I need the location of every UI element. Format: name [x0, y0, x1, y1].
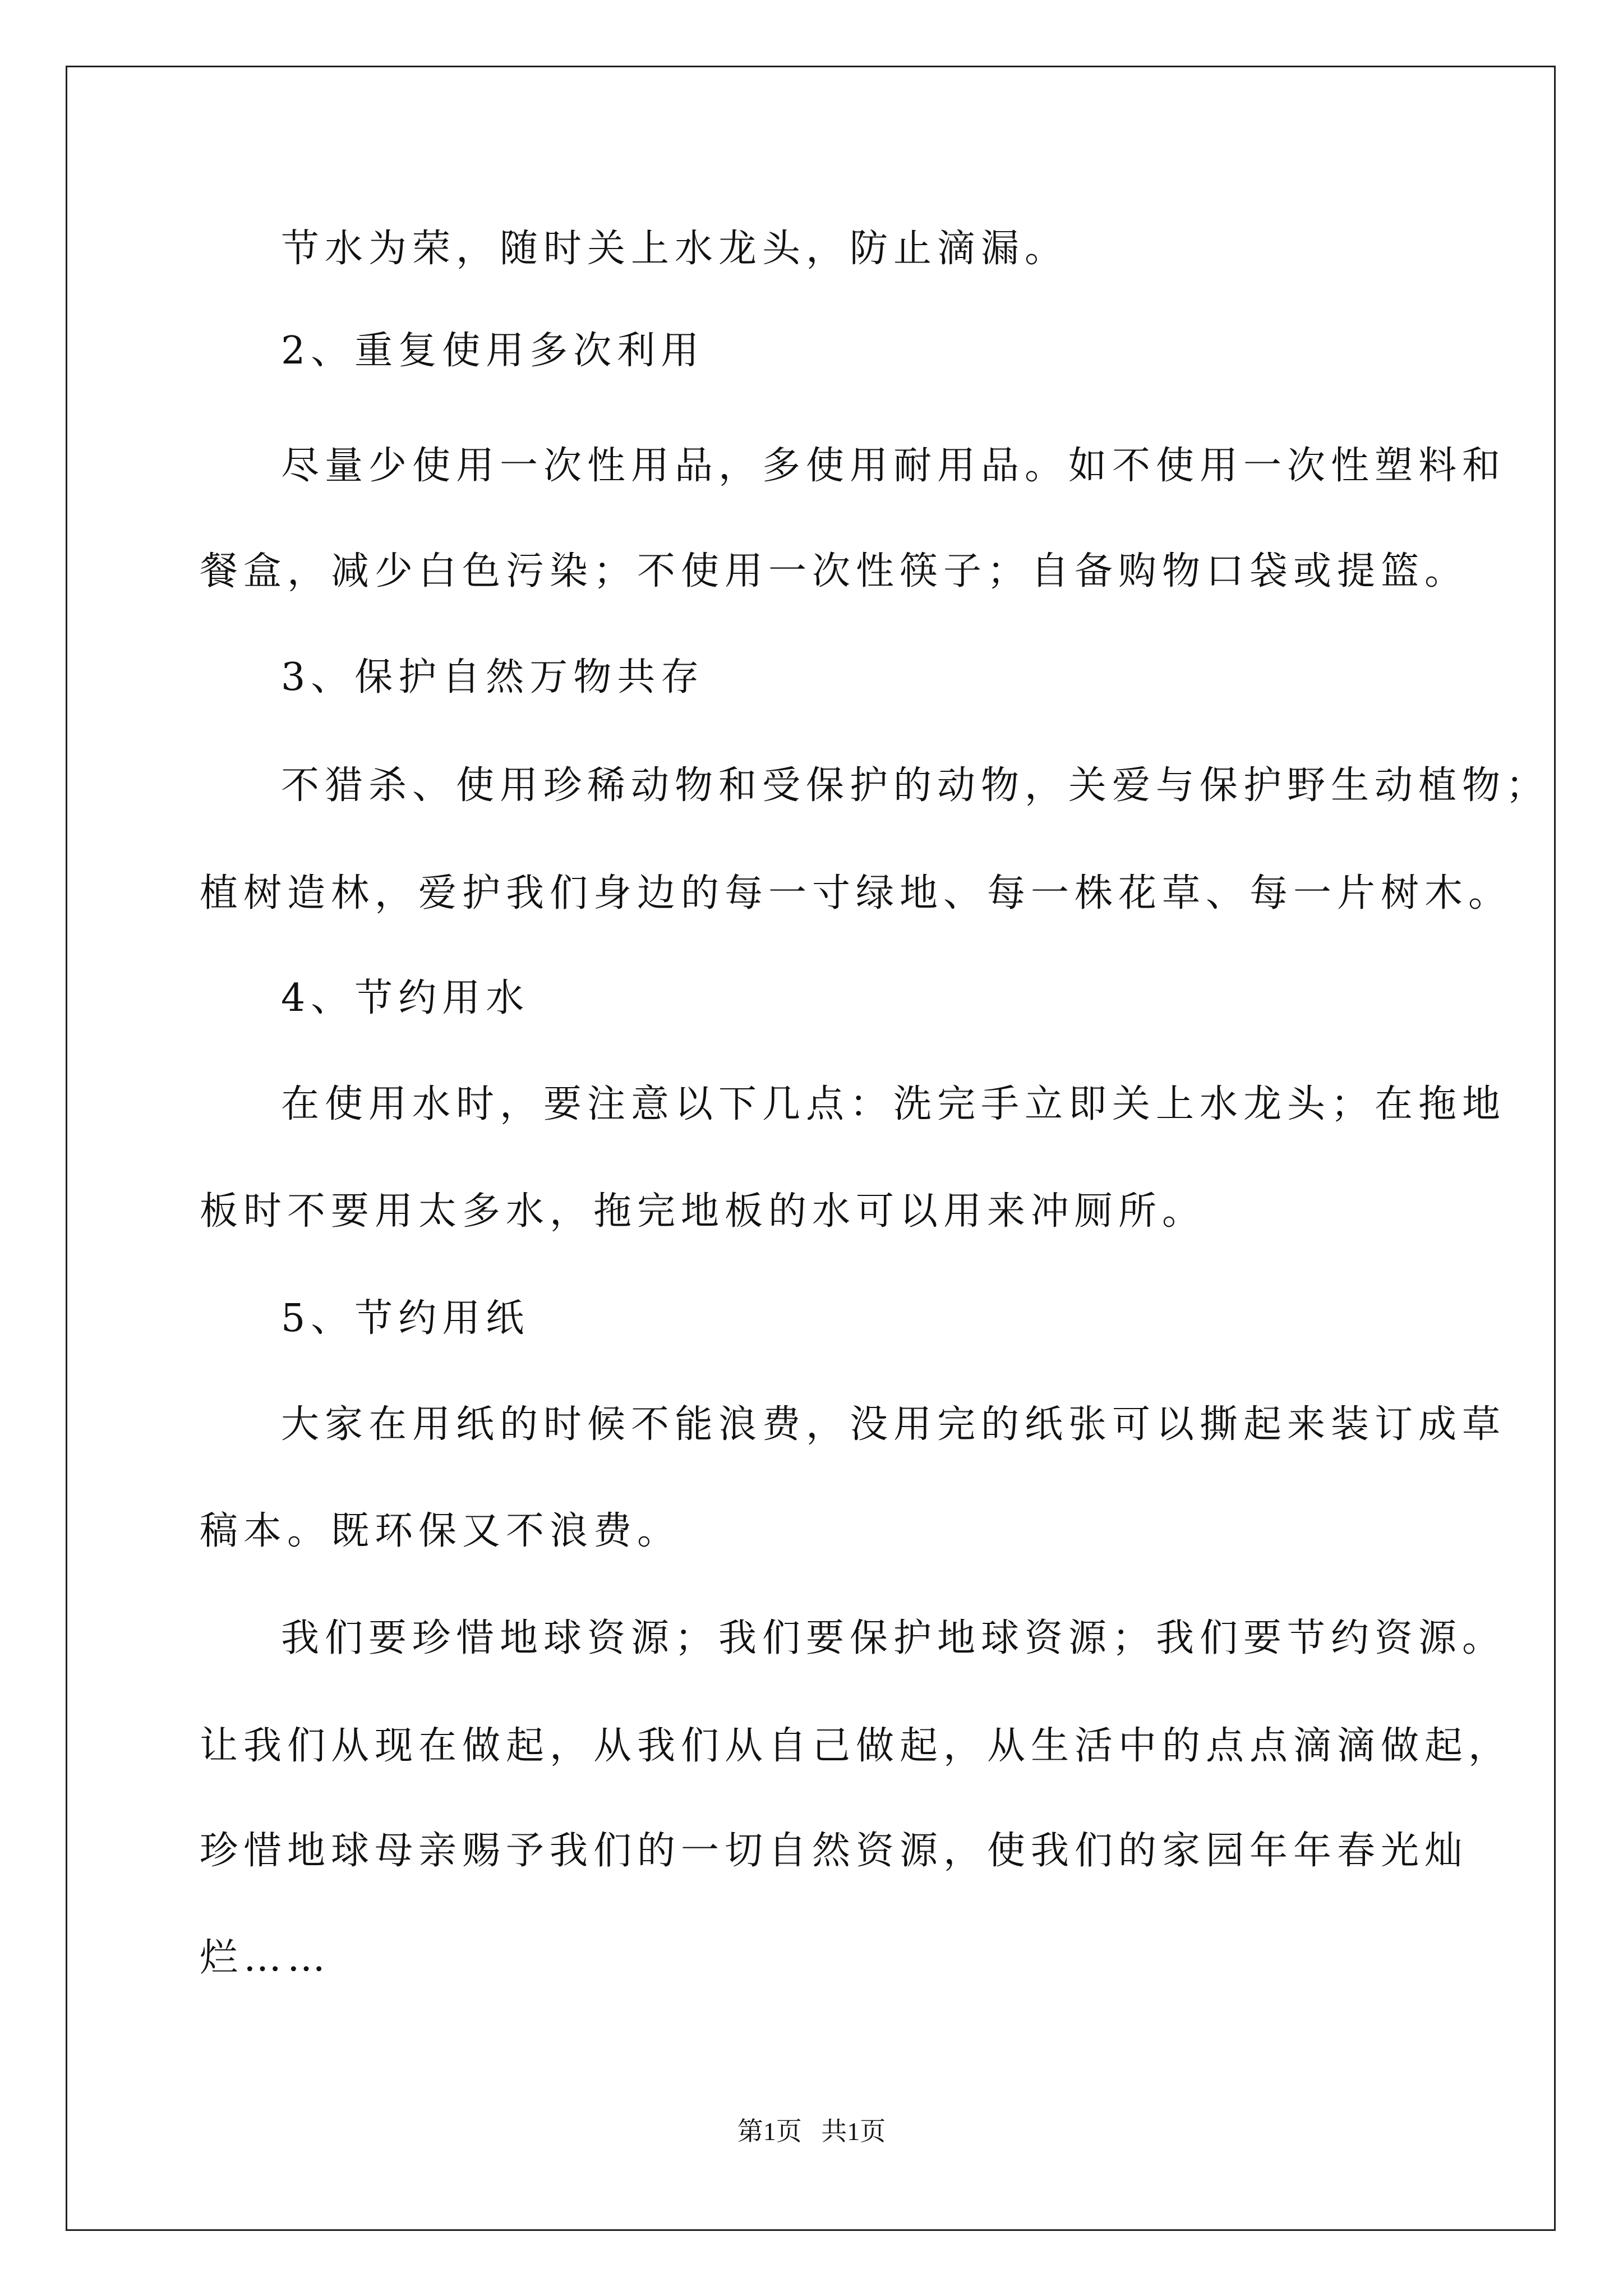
paragraph-line: 节水为荣，随时关上水龙头，防止滴漏。	[281, 227, 1069, 271]
page-border	[66, 66, 1556, 2231]
section-heading: 5、节约用纸	[281, 1296, 530, 1341]
paragraph-line: 让我们从现在做起，从我们从自己做起，从生活中的点点滴滴做起，	[200, 1724, 1513, 1768]
paragraph-line: 不猎杀、使用珍稀动物和受保护的动物，关爱与保护野生动植物；	[281, 763, 1550, 808]
paragraph-line: 大家在用纸的时候不能浪费，没用完的纸张可以撕起来装订成草	[281, 1402, 1506, 1447]
paragraph-line: 稿本。既环保又不浪费。	[200, 1509, 681, 1553]
section-heading: 3、保护自然万物共存	[281, 655, 705, 700]
paragraph-line: 烂……	[200, 1936, 331, 1980]
paragraph-line: 我们要珍惜地球资源；我们要保护地球资源；我们要节约资源。	[281, 1616, 1506, 1660]
paragraph-line: 板时不要用太多水，拖完地板的水可以用来冲厕所。	[200, 1189, 1206, 1234]
paragraph-line: 尽量少使用一次性用品，多使用耐用品。如不使用一次性塑料和	[281, 444, 1506, 488]
paragraph-line: 在使用水时，要注意以下几点：洗完手立即关上水龙头；在拖地	[281, 1082, 1506, 1126]
paragraph-line: 珍惜地球母亲赐予我们的一切自然资源，使我们的家园年年春光灿	[200, 1829, 1469, 1873]
section-heading: 4、节约用水	[281, 976, 530, 1020]
paragraph-line: 植树造林，爱护我们身边的每一寸绿地、每一株花草、每一片树木。	[200, 871, 1513, 915]
section-heading: 2、重复使用多次利用	[281, 329, 705, 373]
page-number-footer: 第1页 共1页	[737, 2117, 886, 2146]
paragraph-line: 餐盒，减少白色污染；不使用一次性筷子；自备购物口袋或提篮。	[200, 549, 1469, 593]
